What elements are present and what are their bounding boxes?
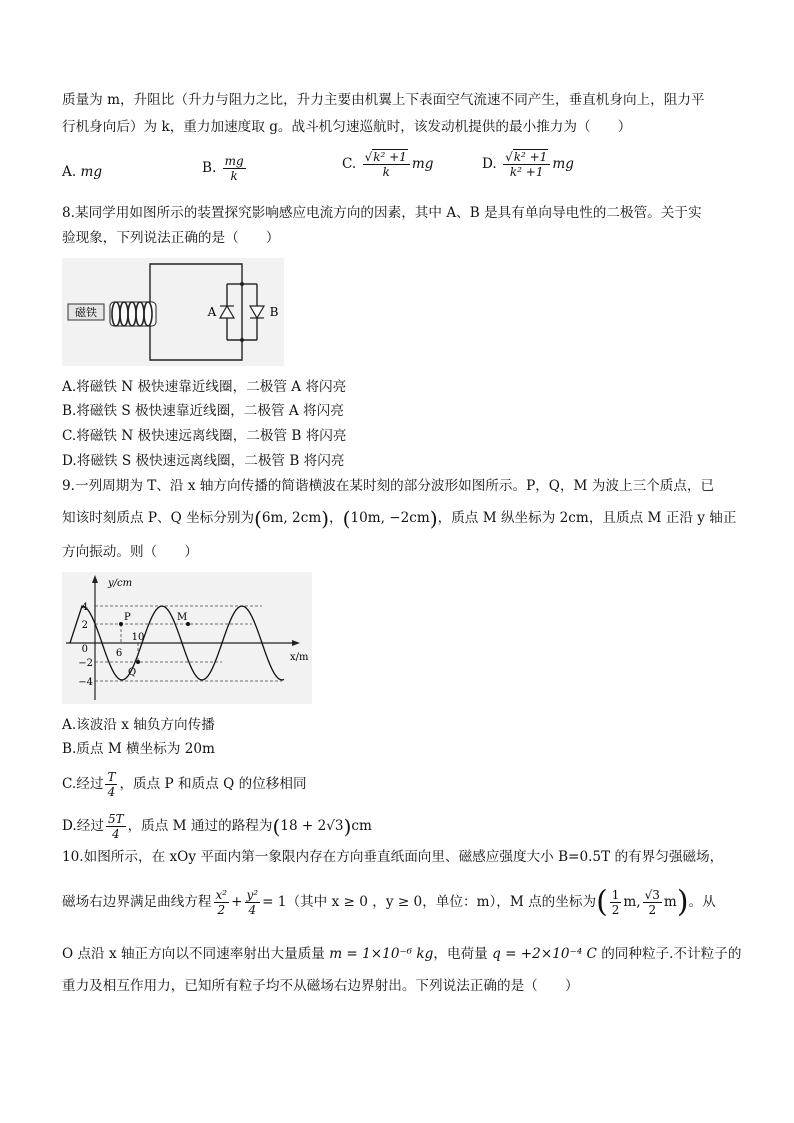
q10-stem-line3: O 点沿 x 轴正方向以不同速率射出大量质量 m = 1×10⁻⁶ kg，电荷量 q = +2×10⁻⁴ C 的同种粒子.不计粒子的 (62, 946, 742, 962)
q9-wave-graph (62, 572, 312, 704)
q10-stem-line1: 10.如图所示，在 xOy 平面内第一象限内存在方向垂直纸面向里、磁感应强度大小 B=0.5T 的有界匀强磁场， (62, 849, 724, 865)
x-tick-10: 10 (131, 632, 145, 643)
q8-option-b: B.将磁铁 S 极快速靠近线圈，二极管 A 将闪亮 (62, 403, 344, 419)
q8-circuit-diagram (62, 258, 284, 366)
q7-option-d: D. $\frac{\text{√k² +1}}{\text{k² +1}}$ mg (482, 150, 574, 179)
q10-stem-line2: 磁场右边界满足曲线方程 $\frac{\text{x²}}{2}$ + $\frac{\text{y²}}{4}$ = 1（其中 x ≥ 0 ，y ≥ 0，单位：m），M 点的坐标为( $\frac{1}{2}$ m, $\frac{√3}{2}$ m)。从 (62, 884, 716, 920)
point-q (136, 660, 140, 664)
q9-stem-line2: 知该时刻质点 P、Q 坐标分别为(6m, 2cm)，(10m, −2cm)，质点 M 纵坐标为 2cm，且质点 M 正沿 y 轴正 (62, 506, 737, 531)
magnet-label: 磁铁 (75, 306, 97, 319)
q7-option-c: C. $\frac{\text{√k² +1}}{k}$ mg (342, 150, 434, 179)
y-tick-2: 2 (81, 620, 88, 631)
q8-stem-line1: 8.某同学用如图所示的装置探究影响感应电流方向的因素，其中 A、B 是具有单向导电性的二极管。关于实 (62, 205, 702, 221)
x-axis-label: x/m (290, 652, 309, 663)
q9-stem-line3: 方向振动。则（ ） (62, 544, 198, 560)
q9-option-b: B.质点 M 横坐标为 20m (62, 741, 215, 757)
q8-option-a: A.将磁铁 N 极快速靠近线圈，二极管 A 将闪亮 (62, 379, 347, 395)
coil (110, 302, 156, 326)
q7-stem-line1: 质量为 m，升阻比（升力与阻力之比，升力主要由机翼上下表面空气流速不同产生，垂直机身向上，阻力平 (62, 92, 705, 108)
diode-a-label: A (207, 305, 217, 319)
x-tick-6: 6 (115, 648, 123, 659)
coord-p: 6m, 2cm (261, 510, 322, 526)
q7-option-a: A. mg (62, 164, 103, 180)
q7-option-b: B. $\frac{mg}{k}$ (202, 154, 244, 183)
y-tick-4: 4 (81, 602, 88, 613)
q9-option-c: C.经过 $\frac{T}{4}$ ，质点 P 和质点 Q 的位移相同 (62, 770, 307, 799)
label-p: P (124, 612, 131, 623)
y-tick-neg2: −2 (78, 658, 93, 669)
label-q: Q (128, 667, 137, 678)
q8-option-d: D.将磁铁 S 极快速远离线圈，二极管 B 将闪亮 (62, 453, 345, 469)
coord-q: 10m, −2cm (350, 510, 430, 526)
charge-value: q = +2×10⁻⁴ C (492, 946, 597, 962)
y-axis-label: y/cm (108, 578, 133, 589)
point-p (119, 622, 123, 626)
y-tick-0: 0 (81, 644, 88, 655)
q10-stem-line4: 重力及相互作用力，已知所有粒子均不从磁场右边界射出。下列说法正确的是（ ） (62, 978, 579, 994)
q9-option-a: A.该波沿 x 轴负方向传播 (62, 717, 215, 733)
q8-stem-line2: 验现象，下列说法正确的是（ ） (62, 230, 280, 246)
q8-option-c: C.将磁铁 N 极快速远离线圈，二极管 B 将闪亮 (62, 428, 347, 444)
diode-b-label: B (269, 305, 279, 319)
label-m: M (177, 612, 188, 623)
q7-stem-line2: 行机身向后）为 k，重力加速度取 g。战斗机匀速巡航时，该发动机提供的最小推力为（ ） (62, 119, 632, 135)
mass-value: m = 1×10⁻⁶ kg (329, 946, 434, 962)
y-tick-neg4: −4 (78, 677, 93, 688)
q9-stem-line1: 9.一列周期为 T、沿 x 轴方向传播的简谐横波在某时刻的部分波形如图所示。P，Q，M 为波上三个质点，已 (62, 478, 715, 494)
q9-option-d: D.经过 $\frac{5T}{4}$ ，质点 M 通过的路程为(18 + 2√3)cm (62, 812, 372, 841)
